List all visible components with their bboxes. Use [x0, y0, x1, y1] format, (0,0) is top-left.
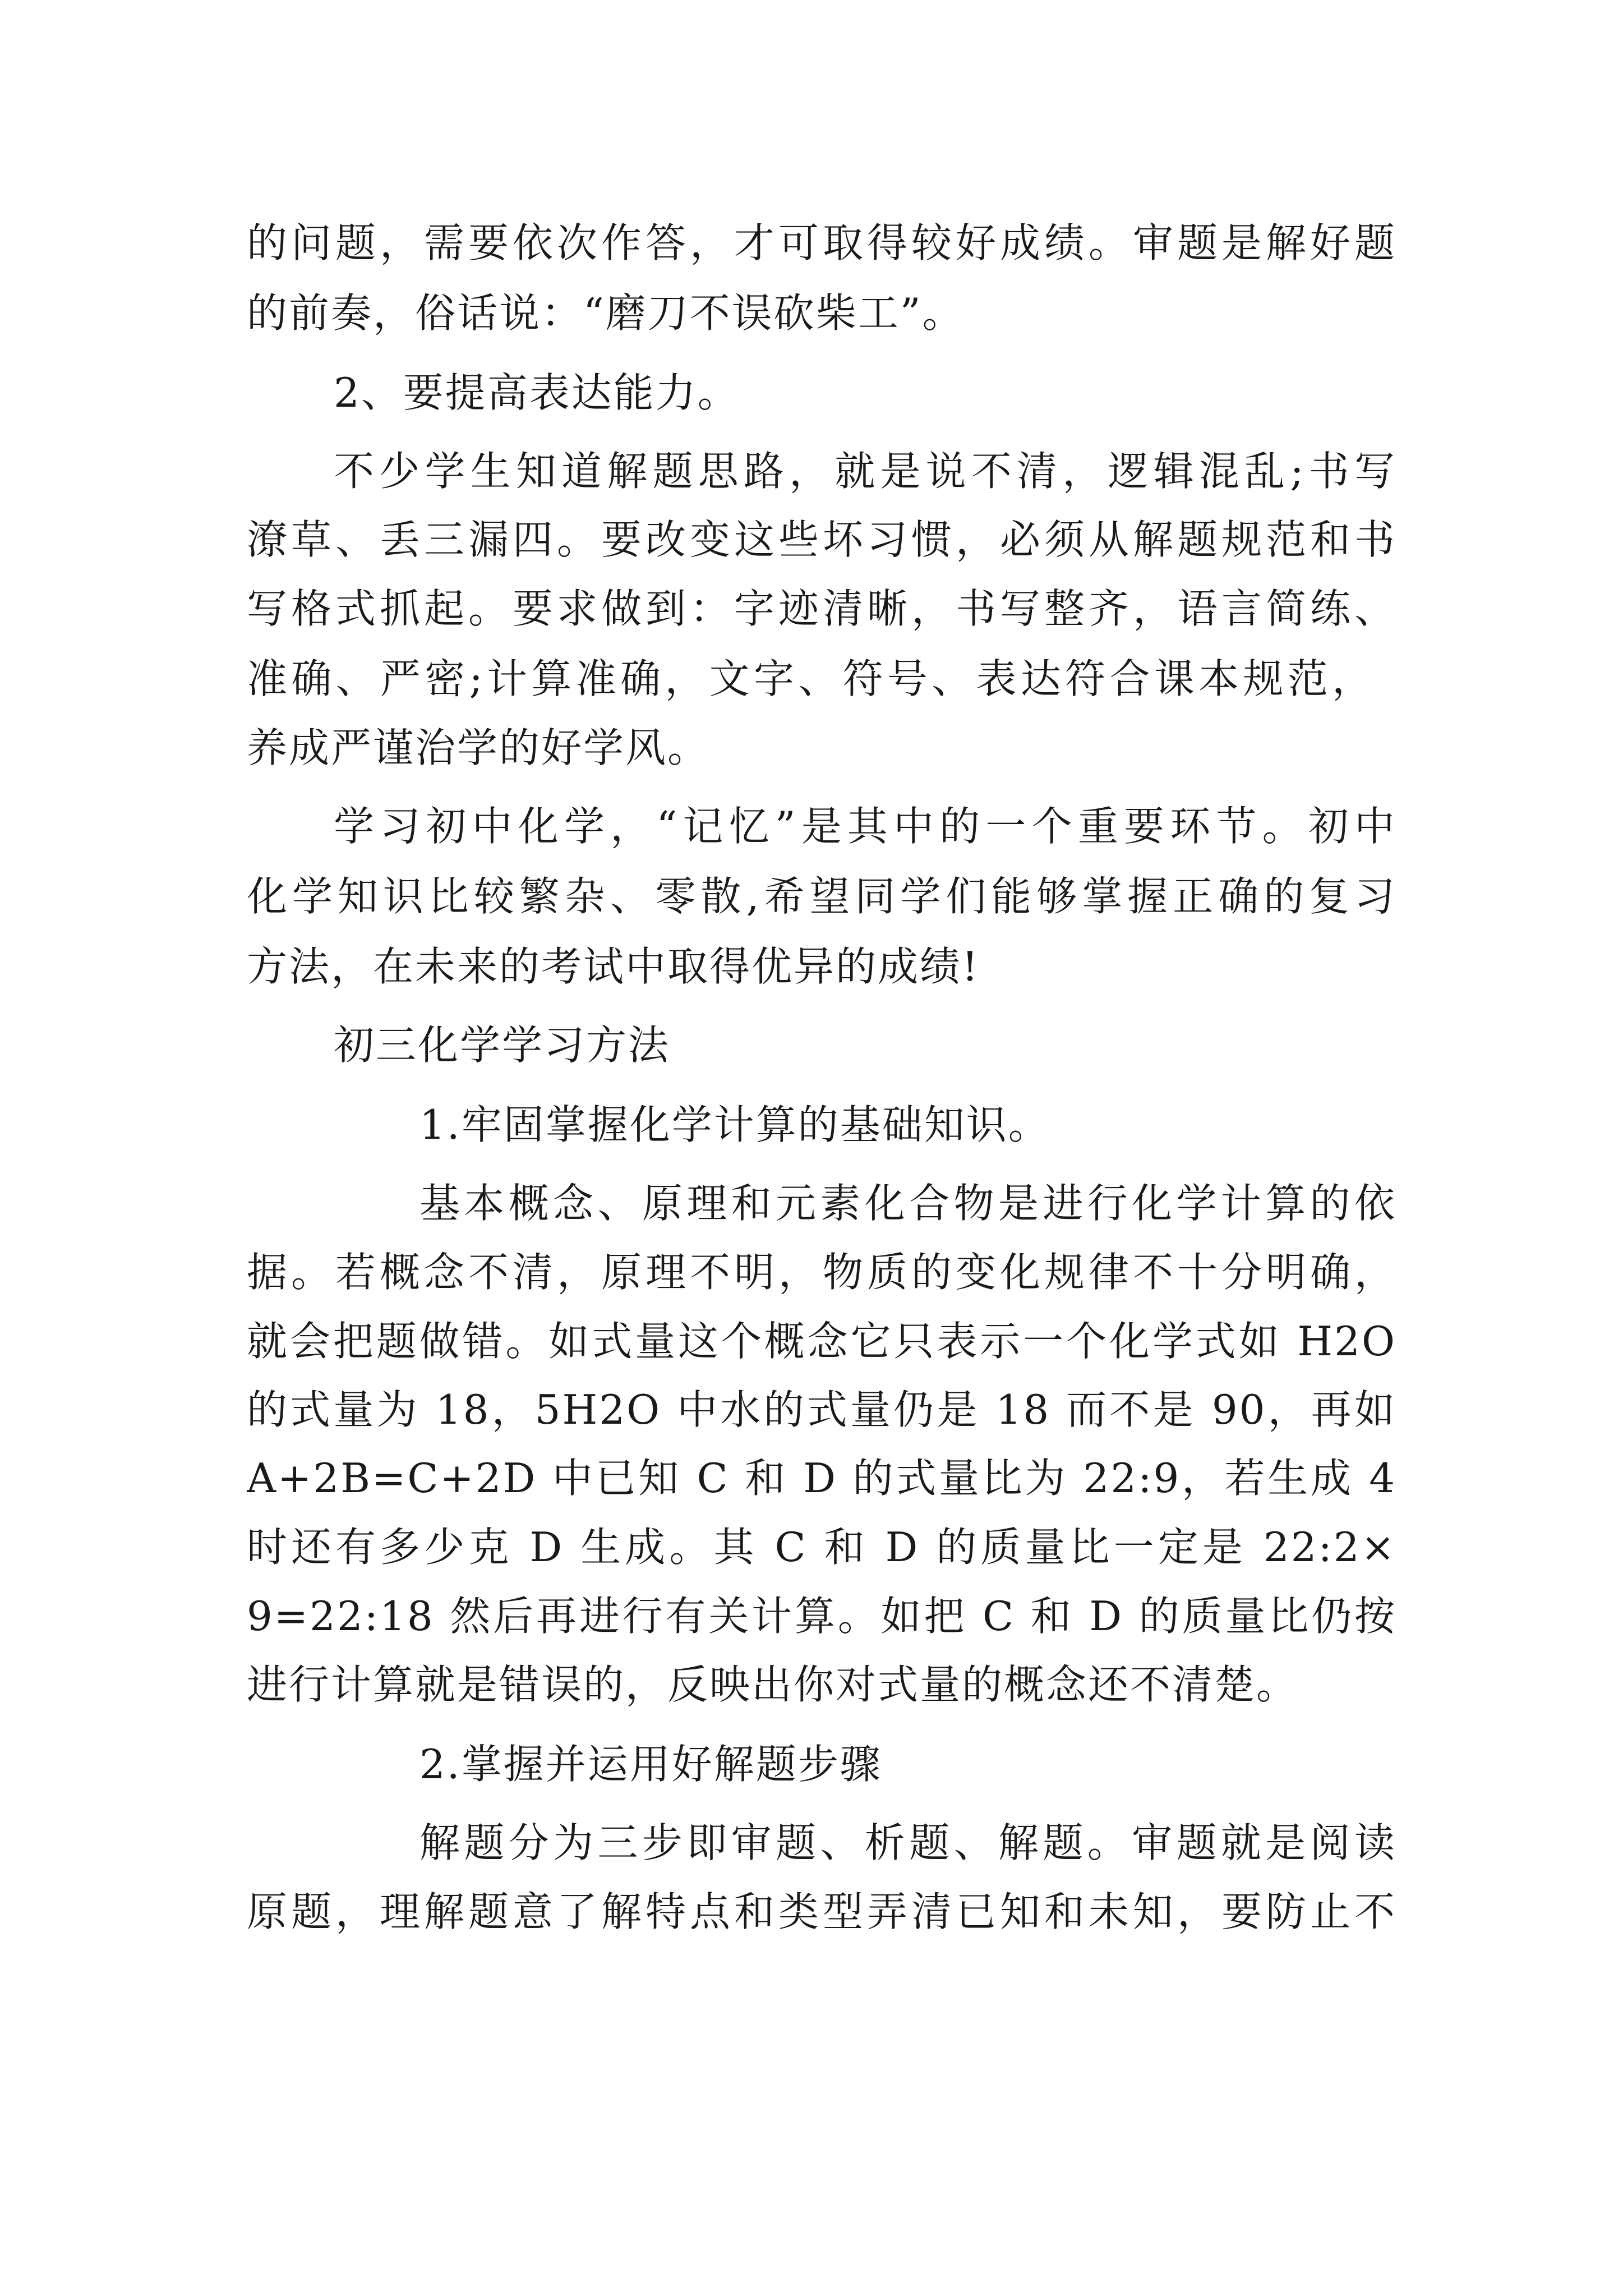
text-line-17: 的式量为 18，5H2O 中水的式量仍是 18 而不是 90，再如 [247, 1386, 1396, 1433]
text-line-4: 不少学生知道解题思路，就是说不清，逻辑混乱;书写 [334, 448, 1396, 495]
text-line-8: 养成严谨治学的好学风。 [247, 724, 710, 771]
subheading-solving-steps: 2.掌握并运用好解题步骤 [419, 1741, 882, 1788]
text-line-16: 就会把题做错。如式量这个概念它只表示一个化学式如 H2O [247, 1318, 1396, 1365]
text-line-1: 的问题，需要依次作答，才可取得较好成绩。审题是解好题 [247, 219, 1396, 266]
text-line-9: 学习初中化学，“记忆”是其中的一个重要环节。初中 [334, 803, 1396, 850]
text-line-20: 9=22:18 然后再进行有关计算。如把 C 和 D 的质量比仍按 [247, 1593, 1396, 1640]
text-line-14: 基本概念、原理和元素化合物是进行化学计算的依 [419, 1180, 1396, 1227]
text-line-18: A+2B=C+2D 中已知 C 和 D 的式量比为 22:9，若生成 4 [247, 1455, 1396, 1502]
text-line-21: 进行计算就是错误的，反映出你对式量的概念还不清楚。 [247, 1661, 1299, 1708]
text-line-24: 原题，理解题意了解特点和类型弄清已知和未知，要防止不 [247, 1888, 1396, 1935]
subheading-calculation-basics: 1.牢固掌握化学计算的基础知识。 [419, 1101, 1050, 1148]
text-line-5: 潦草、丢三漏四。要改变这些坏习惯，必须从解题规范和书 [247, 516, 1396, 563]
text-line-2: 的前奏，俗话说：“磨刀不误砍柴工”。 [247, 289, 965, 337]
text-line-19: 时还有多少克 D 生成。其 C 和 D 的质量比一定是 22:2× [247, 1524, 1396, 1571]
section-title-study-methods: 初三化学学习方法 [334, 1022, 671, 1069]
text-line-11: 方法，在未来的考试中取得优异的成绩! [247, 943, 980, 990]
text-line-23: 解题分为三步即审题、析题、解题。审题就是阅读 [419, 1819, 1396, 1866]
text-line-7: 准确、严密;计算准确，文字、符号、表达符合课本规范， [247, 655, 1374, 702]
section-heading-expression: 2、要提高表达能力。 [334, 369, 740, 416]
text-line-10: 化学知识比较繁杂、零散,希望同学们能够掌握正确的复习 [247, 873, 1396, 920]
text-line-6: 写格式抓起。要求做到：字迹清晰，书写整齐，语言简练、 [247, 585, 1396, 632]
text-line-15: 据。若概念不清，原理不明，物质的变化规律不十分明确， [247, 1249, 1396, 1296]
